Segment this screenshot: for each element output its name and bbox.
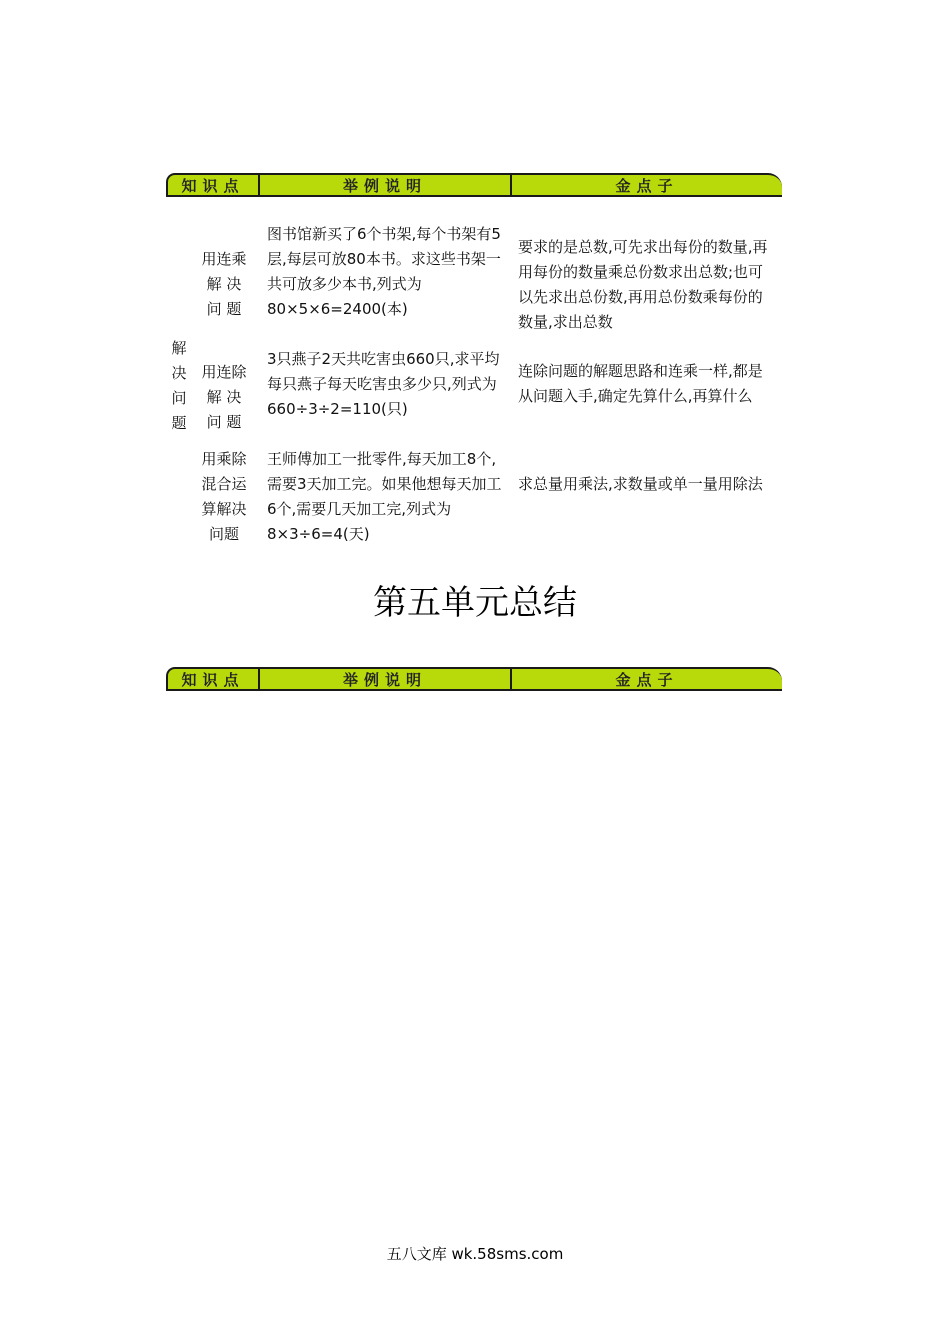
- header-knowledge-point: 知识点: [168, 669, 260, 689]
- header-example: 举例说明: [260, 669, 512, 689]
- topic-line: 用乘除: [201, 450, 247, 468]
- header-knowledge-point: 知识点: [168, 175, 260, 195]
- topic-line: 问 题: [206, 413, 242, 431]
- topic-line: 用连乘: [201, 250, 247, 268]
- header-golden-tip: 金点子: [615, 670, 679, 689]
- topic-line: 解 决: [206, 275, 242, 293]
- topic-continuous-multiplication: [196, 247, 252, 322]
- topic-line: 问 题: [206, 300, 242, 318]
- header-golden-tip: 金点子: [615, 176, 679, 195]
- table-header-2: [166, 667, 782, 691]
- header-example: 举例说明: [260, 175, 512, 195]
- topic-line: 问题: [208, 525, 239, 543]
- category-char: 决: [171, 364, 187, 382]
- table-header: [166, 173, 782, 197]
- tip-continuous-division: 连除问题的解题思路和连乘一样,都是从问题入手,确定先算什么,再算什么: [518, 362, 763, 405]
- example-continuous-multiplication: 图书馆新买了6个书架,每个书架有5层,每层可放80本书。求这些书架一共可放多少本书,列式为80×5×6=2400(本): [267, 225, 501, 318]
- category-char: 题: [171, 414, 187, 432]
- tip-continuous-multiplication: 要求的是总数,可先求出每份的数量,再用每份的数量乘总份数求出总数;也可以先求出总份数,再用总份数乘每份的数量,求出总数: [518, 238, 768, 331]
- topic-line: 用连除: [201, 363, 247, 381]
- example-continuous-division: 3只燕子2天共吃害虫660只,求平均每只燕子每天吃害虫多少只,列式为660÷3÷2=110(只): [267, 350, 500, 418]
- footer-source: 五八文库 wk.58sms.com: [386, 1245, 564, 1263]
- category-char: 解: [171, 339, 187, 357]
- topic-line: 算解决: [201, 500, 247, 518]
- category-label: [168, 336, 190, 436]
- section-title: 第五单元总结: [373, 583, 577, 623]
- tip-mixed-operations: 求总量用乘法,求数量或单一量用除法: [518, 475, 763, 493]
- example-mixed-operations: 王师傅加工一批零件,每天加工8个,需要3天加工完。如果他想每天加工6个,需要几天加工完,列式为8×3÷6=4(天): [267, 450, 502, 543]
- topic-line: 解 决: [206, 388, 242, 406]
- topic-line: 混合运: [201, 475, 247, 493]
- topic-mixed-operations: [196, 447, 252, 547]
- topic-continuous-division: [196, 360, 252, 435]
- category-char: 问: [171, 389, 187, 407]
